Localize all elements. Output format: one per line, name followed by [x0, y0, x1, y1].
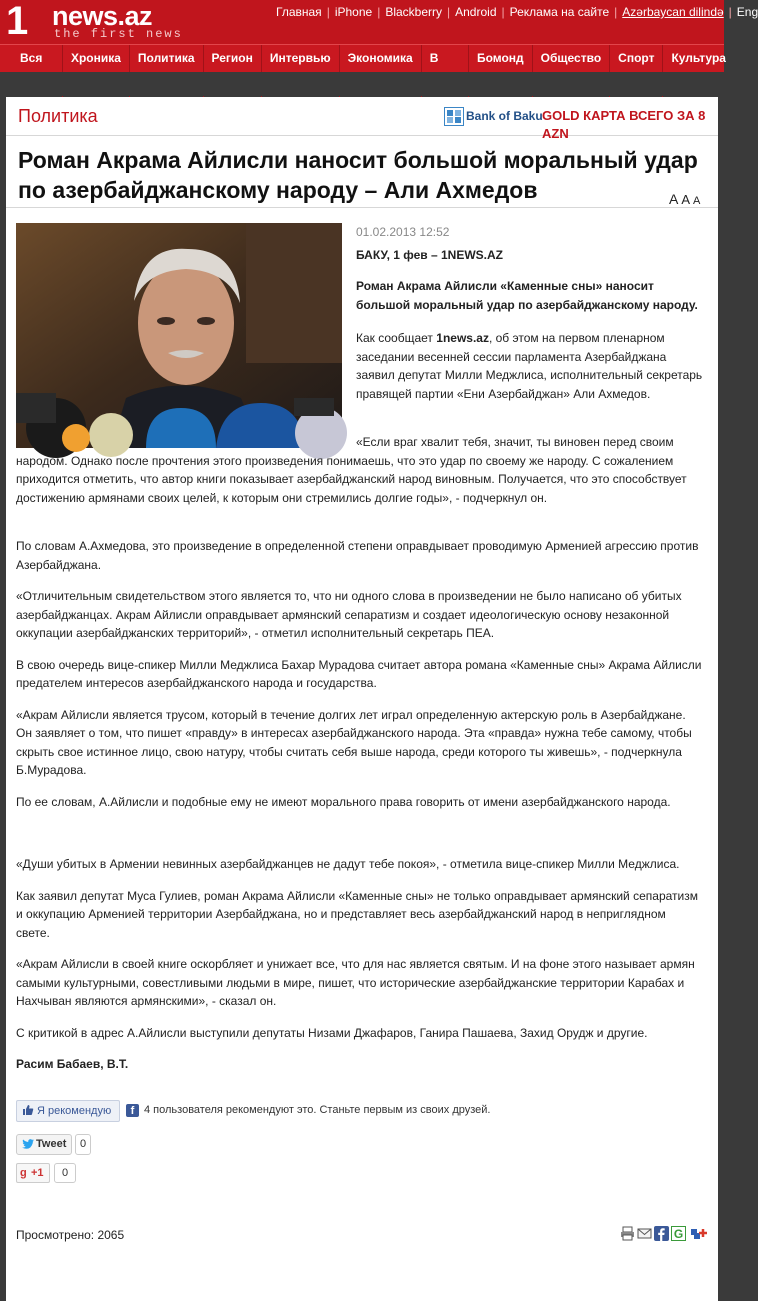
main-nav [0, 44, 724, 73]
twitter-bird-icon [22, 1139, 34, 1149]
facebook-recommend-button[interactable] [16, 1100, 120, 1122]
font-size-medium[interactable]: A [681, 192, 691, 207]
font-size-small[interactable]: A [693, 195, 701, 207]
article-quote: «Если враг хвалит тебя, значит, ты виновен перед своим народом. Однако после прочтения этого произведения понимаешь, что это удар по своему же народу. С сожалением приходится отметить, что автор книги показывает азербайджанский народ виновным. Получается, что это способствует достижению армянами своих целей, к которым они стремились долгие годы», - подчеркнул он. [16, 435, 687, 505]
logo-name: news.az [52, 1, 153, 31]
nav-item-world[interactable]: В [422, 45, 469, 99]
nav-item-chronicle[interactable]: Хроника [63, 45, 130, 99]
top-link-azerbaijani[interactable]: Azərbaycan dilində [622, 5, 724, 19]
nav-item-interview[interactable]: Интервью [262, 45, 340, 99]
bank-name: Bank of Baku [466, 109, 543, 123]
article-photo [16, 223, 342, 448]
top-links [276, 5, 758, 19]
article-author: Расим Бабаев, В.Т. [16, 1057, 129, 1071]
facebook-recommend-label: Я рекомендую [37, 1105, 112, 1117]
separator: | [728, 5, 732, 19]
top-link-blackberry[interactable]: Blackberry [385, 5, 442, 19]
nav-item-culture[interactable]: Культура [671, 51, 726, 65]
google-plus-count: 0 [54, 1163, 76, 1183]
thumbs-up-icon [22, 1104, 34, 1116]
top-link-english[interactable]: Eng [736, 5, 758, 19]
print-icon[interactable] [620, 1226, 635, 1241]
nav-item-politics[interactable]: Политика [130, 45, 204, 99]
font-size-controls [666, 192, 700, 208]
top-link-iphone[interactable]: iPhone [334, 5, 373, 19]
separator: | [614, 5, 618, 19]
top-link-advertising[interactable]: Реклама на сайте [509, 5, 610, 19]
article-date: 01.02.2013 12:52 [356, 225, 450, 239]
separator: | [501, 5, 505, 19]
divider [6, 207, 718, 208]
nav-item-sport[interactable]: Спорт [610, 45, 663, 99]
svg-text:G: G [673, 1227, 684, 1241]
source-link[interactable]: 1news.az [436, 331, 489, 345]
article-paragraph: Как заявил депутат Муса Гулиев, роман Акрама Айлисли «Каменные сны» не только оправдывает армянский сепаратизм и оккупацию Арменией территории Азербайджана, но и представляет весь азербайджанский народ в неприглядном свете. [16, 888, 698, 940]
top-bar [0, 0, 758, 44]
article-paragraph: В свою очередь вице-спикер Милли Меджлиса Бахар Мурадова считает автора романа «Каменные сны» Акрама Айлисли предателем интересов азербайджанского народа и государства. [16, 657, 702, 690]
facebook-icon[interactable] [654, 1226, 669, 1241]
nav-item-beaumonde[interactable]: Бомонд [469, 45, 533, 99]
nav-item-region[interactable]: Регион [204, 45, 262, 99]
nav-item-all[interactable]: Вся [0, 45, 63, 99]
site-logo[interactable] [6, 0, 188, 43]
logo-tagline: the first news [54, 27, 183, 41]
bank-logo-icon [444, 107, 464, 126]
article-body [16, 537, 702, 1087]
section-header [6, 97, 718, 141]
article-headline: Роман Акрама Айлисли наносит большой моральный удар по азербайджанскому народу – Али Ахмедов [18, 147, 698, 203]
article-paragraph: «Души убитых в Армении невинных азербайджанцев не дадут тебе покоя», - отметила вице-спикер Милли Меджлиса. [16, 857, 680, 871]
bank-banner[interactable] [444, 106, 714, 141]
google-icon[interactable] [671, 1226, 686, 1241]
google-plus-button[interactable] [16, 1163, 50, 1183]
tweet-label: Tweet [36, 1138, 67, 1150]
article-paragraph: «Акрам Айлисли является трусом, который в течение долгих лет играл определенную актерскую роль в Азербайджане. Он заявляет о том, что пишет «правду» в интересах азербайджанского народа. Эта «правда» нужна тебе самому, чтобы скрыть свое истинное лицо, свою натуру, чтобы считать себя выше народа, среди которого ты живешь», - подчеркнула Б.Мурадова. [16, 707, 692, 777]
facebook-icon: f [126, 1104, 139, 1117]
article-paragraph: По ее словам, А.Айлисли и подобные ему не имеют морального права говорить от имени азербайджанского народа. [16, 794, 671, 809]
separator: | [377, 5, 381, 19]
sub-bar [0, 72, 724, 96]
separator: | [326, 5, 330, 19]
tweet-button[interactable] [16, 1134, 72, 1155]
article-paragraph: С критикой в адрес А.Айлисли выступили депутаты Низами Джафаров, Ганира Пашаева, Захид Орудж и другие. [16, 1025, 648, 1040]
view-count: Просмотрено: 2065 [16, 1228, 125, 1242]
google-plus-label: +1 [31, 1167, 44, 1179]
facebook-recommend-text: 4 пользователя рекомендуют это. Станьте первым из своих друзей. [144, 1104, 491, 1116]
article-dateline: БАКУ, 1 фев – 1NEWS.AZ [356, 248, 503, 262]
article-container [6, 97, 718, 1301]
tweet-count: 0 [75, 1134, 91, 1155]
google-plus-icon: g [20, 1167, 27, 1179]
top-link-android[interactable]: Android [455, 5, 497, 19]
email-icon[interactable] [637, 1226, 652, 1241]
paragraph-text: Как сообщает [356, 331, 437, 345]
nav-item-society[interactable]: Общество [533, 45, 611, 99]
nav-item-economy[interactable]: Экономика [340, 45, 422, 99]
share-plus-icon[interactable] [690, 1226, 708, 1241]
bank-promo: GOLD КАРТА ВСЕГО ЗА 8 AZN [542, 108, 706, 141]
article-paragraph: «Отличительным свидетельством этого является то, что ни одного слова в произведении не было написано об убитых азербайджанцах. Акрам Айлисли оправдывает армянский сепаратизм и создает идеологическую основу незаконной оккупации азербайджанских территорий», - отметил исполнительный секретарь ПЕА. [16, 589, 682, 640]
logo-one: 1 [6, 0, 27, 43]
font-size-large[interactable]: A [669, 191, 679, 207]
section-title[interactable]: Политика [18, 106, 98, 126]
separator: | [447, 5, 451, 19]
article-paragraph: «Акрам Айлисли в своей книге оскорбляет и унижает все, что для нас является святым. И на фоне этого называет армян самыми культурными, совестливыми людьми в мире, пишет, что исторические азербайджанские территории Карабах и Нахчыван являются армянскими», - сказал он. [16, 957, 695, 1008]
article-paragraph: По словам А.Ахмедова, это произведение в определенной степени оправдывает проводимую Арменией агрессию против Азербайджана. [16, 539, 699, 572]
article-lead: Роман Акрама Айлисли «Каменные сны» наносит большой моральный удар по азербайджанскому народу. [356, 279, 698, 312]
article-paragraph [356, 329, 708, 403]
paragraph-text: , об этом на первом пленарном заседании весенней сессии парламента Азербайджана заявил депутат Милли Меджлиса, исполнительный секретарь правящей партии «Ени Азербайджан» Али Ахмедов. [356, 331, 703, 401]
top-link-home[interactable]: Главная [276, 5, 322, 19]
